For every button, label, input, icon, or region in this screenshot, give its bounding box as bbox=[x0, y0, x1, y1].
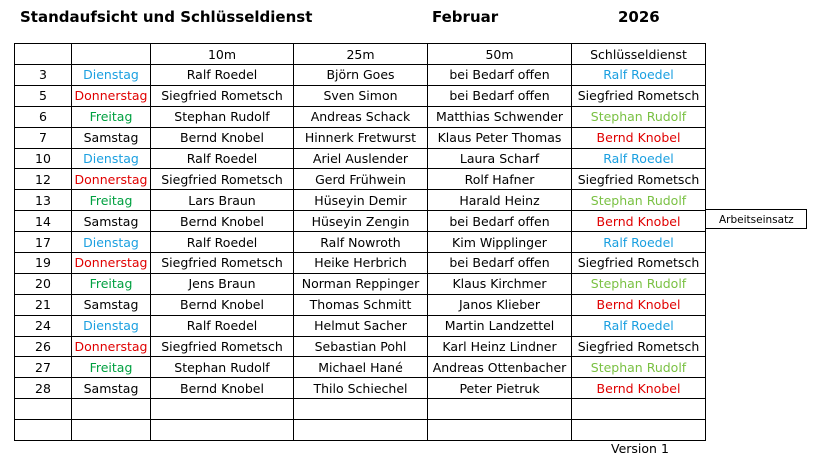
range-10m-cell: Lars Braun bbox=[151, 190, 294, 211]
range-50m-cell: Peter Pietruk bbox=[428, 378, 572, 399]
date-cell: 21 bbox=[15, 294, 72, 315]
table-row bbox=[15, 190, 706, 211]
key-service-cell: Stephan Rudolf bbox=[572, 106, 706, 127]
day-cell: Freitag bbox=[72, 106, 151, 127]
range-25m-cell: Helmut Sacher bbox=[294, 315, 428, 336]
range-25m-cell: Sven Simon bbox=[294, 85, 428, 106]
day-cell: Freitag bbox=[72, 357, 151, 378]
year-label: 2026 bbox=[618, 8, 660, 26]
header-cell-50m: 50m bbox=[428, 44, 572, 65]
range-50m-cell bbox=[428, 420, 572, 441]
day-cell: Donnerstag bbox=[72, 85, 151, 106]
range-50m-cell: Rolf Hafner bbox=[428, 169, 572, 190]
range-50m-cell: Harald Heinz bbox=[428, 190, 572, 211]
range-25m-cell: Thilo Schiechel bbox=[294, 378, 428, 399]
range-25m-cell bbox=[294, 399, 428, 420]
date-cell: 19 bbox=[15, 253, 72, 274]
date-cell: 28 bbox=[15, 378, 72, 399]
key-service-cell: Ralf Roedel bbox=[572, 148, 706, 169]
key-service-cell: Bernd Knobel bbox=[572, 211, 706, 232]
page-title: Standaufsicht und Schlüsseldienst bbox=[20, 8, 313, 26]
range-25m-cell bbox=[294, 420, 428, 441]
range-10m-cell: Siegfried Rometsch bbox=[151, 336, 294, 357]
table-row bbox=[15, 65, 706, 86]
range-50m-cell: Kim Wipplinger bbox=[428, 232, 572, 253]
header-cell-key-service: Schlüsseldienst bbox=[572, 44, 706, 65]
key-service-cell: Ralf Roedel bbox=[572, 232, 706, 253]
key-service-cell: Siegfried Rometsch bbox=[572, 85, 706, 106]
range-10m-cell bbox=[151, 399, 294, 420]
table-row bbox=[15, 85, 706, 106]
key-service-cell: Stephan Rudolf bbox=[572, 357, 706, 378]
day-cell: Samstag bbox=[72, 378, 151, 399]
range-10m-cell: Ralf Roedel bbox=[151, 232, 294, 253]
range-10m-cell: Ralf Roedel bbox=[151, 315, 294, 336]
date-cell: 17 bbox=[15, 232, 72, 253]
key-service-cell: Stephan Rudolf bbox=[572, 273, 706, 294]
key-service-cell: Bernd Knobel bbox=[572, 294, 706, 315]
range-25m-cell: Norman Reppinger bbox=[294, 273, 428, 294]
range-25m-cell: Sebastian Pohl bbox=[294, 336, 428, 357]
range-50m-cell bbox=[428, 399, 572, 420]
range-50m-cell: Andreas Ottenbacher bbox=[428, 357, 572, 378]
range-25m-cell: Heike Herbrich bbox=[294, 253, 428, 274]
table-row bbox=[15, 232, 706, 253]
table-header-row bbox=[15, 44, 706, 65]
day-cell: Donnerstag bbox=[72, 253, 151, 274]
date-cell: 3 bbox=[15, 65, 72, 86]
range-10m-cell bbox=[151, 420, 294, 441]
table-row bbox=[15, 106, 706, 127]
date-cell: 7 bbox=[15, 127, 72, 148]
table-row bbox=[15, 127, 706, 148]
date-cell bbox=[15, 420, 72, 441]
range-50m-cell: Janos Klieber bbox=[428, 294, 572, 315]
key-service-cell: Stephan Rudolf bbox=[572, 190, 706, 211]
range-25m-cell: Thomas Schmitt bbox=[294, 294, 428, 315]
range-25m-cell: Michael Hané bbox=[294, 357, 428, 378]
range-50m-cell: bei Bedarf offen bbox=[428, 211, 572, 232]
day-cell: Dienstag bbox=[72, 315, 151, 336]
range-25m-cell: Ralf Nowroth bbox=[294, 232, 428, 253]
table-row bbox=[15, 399, 706, 420]
table-row bbox=[15, 357, 706, 378]
date-cell: 26 bbox=[15, 336, 72, 357]
range-10m-cell: Siegfried Rometsch bbox=[151, 85, 294, 106]
range-25m-cell: Ariel Auslender bbox=[294, 148, 428, 169]
range-25m-cell: Gerd Frühwein bbox=[294, 169, 428, 190]
range-10m-cell: Bernd Knobel bbox=[151, 211, 294, 232]
range-10m-cell: Bernd Knobel bbox=[151, 127, 294, 148]
range-50m-cell: Matthias Schwender bbox=[428, 106, 572, 127]
range-25m-cell: Hüseyin Demir bbox=[294, 190, 428, 211]
range-25m-cell: Hinnerk Fretwurst bbox=[294, 127, 428, 148]
header-cell-10m: 10m bbox=[151, 44, 294, 65]
date-cell: 27 bbox=[15, 357, 72, 378]
day-cell: Dienstag bbox=[72, 148, 151, 169]
table-row bbox=[15, 148, 706, 169]
range-50m-cell: Klaus Kirchmer bbox=[428, 273, 572, 294]
range-10m-cell: Jens Braun bbox=[151, 273, 294, 294]
range-25m-cell: Björn Goes bbox=[294, 65, 428, 86]
date-cell: 14 bbox=[15, 211, 72, 232]
date-cell: 6 bbox=[15, 106, 72, 127]
range-10m-cell: Bernd Knobel bbox=[151, 378, 294, 399]
date-cell: 10 bbox=[15, 148, 72, 169]
day-cell: Freitag bbox=[72, 190, 151, 211]
range-50m-cell: Martin Landzettel bbox=[428, 315, 572, 336]
range-10m-cell: Ralf Roedel bbox=[151, 148, 294, 169]
range-10m-cell: Stephan Rudolf bbox=[151, 357, 294, 378]
key-service-cell: Ralf Roedel bbox=[572, 65, 706, 86]
table-row bbox=[15, 273, 706, 294]
day-cell: Dienstag bbox=[72, 232, 151, 253]
day-cell: Donnerstag bbox=[72, 169, 151, 190]
date-cell bbox=[15, 399, 72, 420]
range-10m-cell: Bernd Knobel bbox=[151, 294, 294, 315]
key-service-cell: Siegfried Rometsch bbox=[572, 169, 706, 190]
range-10m-cell: Ralf Roedel bbox=[151, 65, 294, 86]
key-service-cell: Siegfried Rometsch bbox=[572, 253, 706, 274]
table-row bbox=[15, 294, 706, 315]
range-10m-cell: Siegfried Rometsch bbox=[151, 169, 294, 190]
range-10m-cell: Siegfried Rometsch bbox=[151, 253, 294, 274]
header-cell-day bbox=[72, 44, 151, 65]
day-cell: Dienstag bbox=[72, 65, 151, 86]
key-service-cell: Bernd Knobel bbox=[572, 378, 706, 399]
header-cell-date bbox=[15, 44, 72, 65]
date-cell: 13 bbox=[15, 190, 72, 211]
key-service-cell: Siegfried Rometsch bbox=[572, 336, 706, 357]
table-row bbox=[15, 336, 706, 357]
range-50m-cell: bei Bedarf offen bbox=[428, 253, 572, 274]
range-50m-cell: bei Bedarf offen bbox=[428, 65, 572, 86]
range-25m-cell: Andreas Schack bbox=[294, 106, 428, 127]
table-row bbox=[15, 315, 706, 336]
day-cell: Freitag bbox=[72, 273, 151, 294]
key-service-cell bbox=[572, 399, 706, 420]
day-cell: Samstag bbox=[72, 211, 151, 232]
range-50m-cell: bei Bedarf offen bbox=[428, 85, 572, 106]
schedule-table bbox=[14, 43, 706, 441]
key-service-cell: Ralf Roedel bbox=[572, 315, 706, 336]
date-cell: 12 bbox=[15, 169, 72, 190]
day-cell: Samstag bbox=[72, 127, 151, 148]
date-cell: 20 bbox=[15, 273, 72, 294]
date-cell: 24 bbox=[15, 315, 72, 336]
date-cell: 5 bbox=[15, 85, 72, 106]
work-assignment-note: Arbeitseinsatz bbox=[706, 209, 807, 229]
version-label: Version 1 bbox=[611, 441, 669, 456]
day-cell bbox=[72, 399, 151, 420]
range-50m-cell: Klaus Peter Thomas bbox=[428, 127, 572, 148]
key-service-cell: Bernd Knobel bbox=[572, 127, 706, 148]
range-10m-cell: Stephan Rudolf bbox=[151, 106, 294, 127]
table-row bbox=[15, 169, 706, 190]
day-cell: Donnerstag bbox=[72, 336, 151, 357]
table-row bbox=[15, 253, 706, 274]
key-service-cell bbox=[572, 420, 706, 441]
day-cell: Samstag bbox=[72, 294, 151, 315]
day-cell bbox=[72, 420, 151, 441]
table-row bbox=[15, 420, 706, 441]
range-50m-cell: Karl Heinz Lindner bbox=[428, 336, 572, 357]
range-25m-cell: Hüseyin Zengin bbox=[294, 211, 428, 232]
table-row bbox=[15, 211, 706, 232]
range-50m-cell: Laura Scharf bbox=[428, 148, 572, 169]
header-cell-25m: 25m bbox=[294, 44, 428, 65]
month-label: Februar bbox=[432, 8, 499, 26]
table-row bbox=[15, 378, 706, 399]
